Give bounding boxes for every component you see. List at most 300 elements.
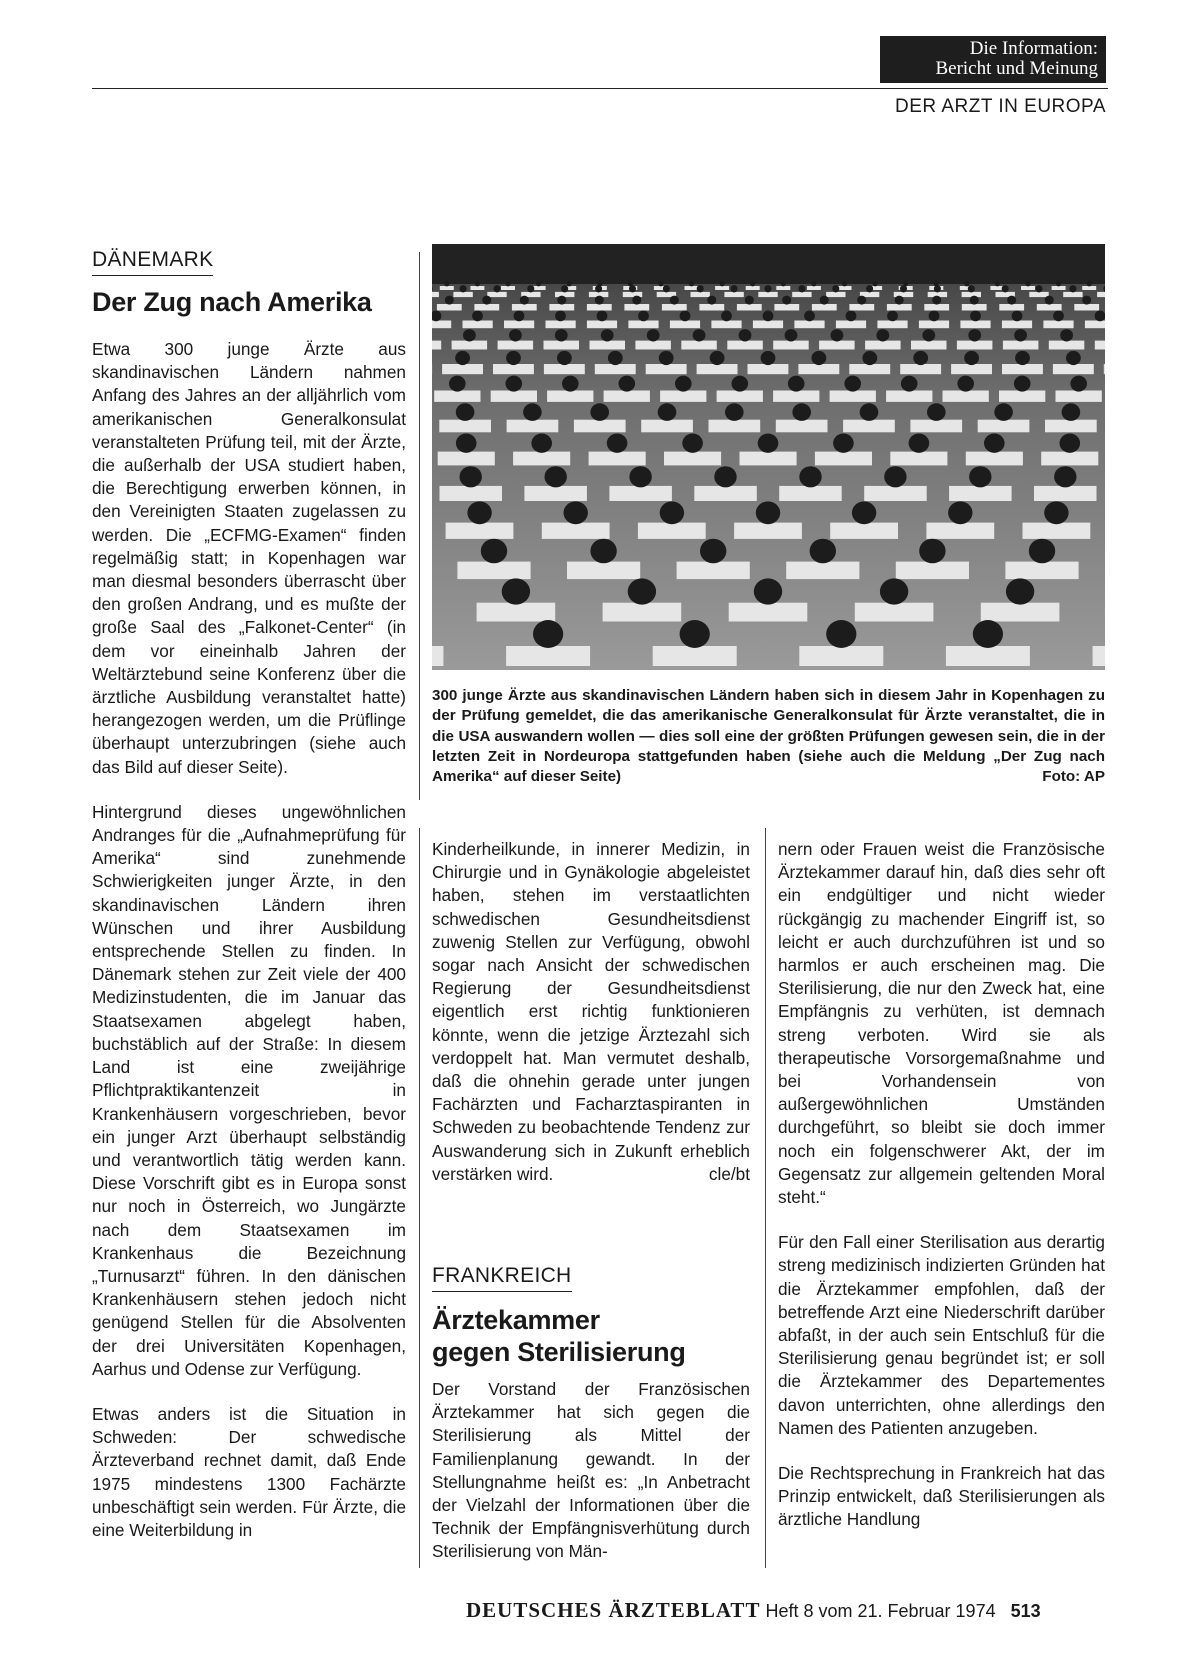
photo-credit: Foto: AP bbox=[1042, 768, 1105, 786]
student-shape bbox=[607, 434, 628, 453]
student-shape bbox=[909, 434, 930, 453]
student-shape bbox=[782, 296, 791, 305]
student-shape bbox=[545, 466, 567, 487]
student-shape bbox=[638, 311, 649, 322]
student-shape bbox=[700, 539, 726, 564]
student-shape bbox=[1082, 296, 1091, 305]
student-shape bbox=[750, 281, 755, 287]
article2-title bbox=[432, 1304, 752, 1368]
student-shape bbox=[509, 329, 522, 341]
student-shape bbox=[456, 403, 475, 421]
desk-shape bbox=[819, 341, 855, 350]
student-shape bbox=[1070, 376, 1087, 392]
desk-shape bbox=[546, 321, 576, 329]
desk-shape bbox=[635, 341, 671, 350]
student-shape bbox=[1053, 311, 1064, 322]
student-shape bbox=[969, 466, 991, 487]
desk-shape bbox=[943, 391, 989, 402]
desk-shape bbox=[653, 646, 737, 666]
student-shape bbox=[536, 281, 541, 287]
desk-shape bbox=[474, 304, 499, 311]
student-shape bbox=[970, 296, 979, 305]
student-shape bbox=[608, 351, 623, 365]
desk-shape bbox=[836, 321, 866, 329]
student-shape bbox=[445, 296, 454, 305]
student-shape bbox=[895, 296, 904, 305]
student-shape bbox=[1014, 329, 1027, 341]
article1-paragraph-2: Hintergrund dieses ungewöhnlichen Andranges für die „Aufnahmeprüfung für Amerika“ sind zunehmende Schwierigkeiten junger Ärzte, in den skandinavischen Ländern ihren Wünschen und ihrer Ausbildung entsprechende Stellen zu finden. In Dänemark stehen zur Zeit viele der 400 Medizinstudenten, die im Januar das Staatsexamen abgelegt haben, buchstäblich auf der Straße: In diesem Land ist eine zweijährige Pflichtpraktikantenzeit in Krankenhäusern vorgeschrieben, bevor ein junger Arzt überhaupt selbständig und verantwortlich tätig werden kann. Diese Vorschrift gibt es in Europa sonst nur noch in Österreich, wo Jungärzte nach dem Staatsexamen im Krankenhaus die Bezeichnung „Turnusarzt“ führen. In den dänischen Krankenhäusern stehen jedoch nicht genügend Stellen für die Absolventen der drei Universitäten Kopenhagen, Aarhus und Odense zur Verfügung. bbox=[92, 801, 406, 1379]
student-shape bbox=[968, 329, 981, 341]
student-shape bbox=[595, 296, 604, 305]
column-rule-2 bbox=[765, 828, 766, 1568]
desk-shape bbox=[589, 452, 646, 466]
badge-line-2: Bericht und Meinung bbox=[935, 58, 1098, 79]
student-shape bbox=[555, 311, 566, 322]
desk-shape bbox=[549, 304, 574, 311]
desk-shape bbox=[865, 341, 901, 350]
student-shape bbox=[533, 620, 563, 648]
desk-shape bbox=[438, 452, 495, 466]
article2-title-line-2: gegen Sterilisierung bbox=[432, 1337, 686, 1367]
student-shape bbox=[913, 351, 928, 365]
desk-shape bbox=[746, 286, 760, 290]
desk-shape bbox=[555, 292, 574, 297]
desk-shape bbox=[1053, 364, 1094, 374]
desk-shape bbox=[493, 364, 534, 374]
desk-shape bbox=[694, 486, 757, 501]
desk-shape bbox=[981, 603, 1060, 622]
student-shape bbox=[632, 296, 641, 305]
student-shape bbox=[523, 403, 542, 421]
student-shape bbox=[455, 351, 470, 365]
article2-column-3 bbox=[778, 838, 1105, 1532]
student-shape bbox=[555, 329, 568, 341]
desk-shape bbox=[1063, 292, 1082, 297]
student-shape bbox=[833, 434, 854, 453]
student-shape bbox=[973, 620, 1003, 648]
desk-shape bbox=[544, 364, 585, 374]
desk-shape bbox=[1097, 292, 1105, 297]
desk-shape bbox=[432, 321, 451, 329]
student-shape bbox=[1036, 285, 1043, 292]
desk-shape bbox=[926, 523, 994, 539]
student-shape bbox=[1095, 311, 1105, 322]
desk-shape bbox=[910, 420, 962, 433]
desk-shape bbox=[1002, 364, 1043, 374]
student-shape bbox=[663, 285, 670, 292]
student-shape bbox=[919, 539, 945, 564]
desk-shape bbox=[774, 304, 799, 311]
desk-shape bbox=[1104, 364, 1105, 374]
desk-shape bbox=[734, 523, 802, 539]
desk-shape bbox=[501, 286, 515, 290]
student-shape bbox=[472, 311, 483, 322]
desk-shape bbox=[949, 486, 1012, 501]
student-shape bbox=[707, 296, 716, 305]
desk-shape bbox=[798, 364, 839, 374]
desk-shape bbox=[628, 321, 658, 329]
desk-shape bbox=[711, 321, 741, 329]
student-shape bbox=[765, 285, 772, 292]
student-shape bbox=[1044, 501, 1068, 524]
student-shape bbox=[628, 578, 656, 604]
desk-shape bbox=[779, 486, 842, 501]
desk-shape bbox=[567, 562, 640, 580]
desk-shape bbox=[491, 391, 537, 402]
student-shape bbox=[820, 296, 829, 305]
header-rule bbox=[92, 88, 1108, 89]
student-shape bbox=[984, 434, 1005, 453]
student-shape bbox=[799, 466, 821, 487]
desk-shape bbox=[452, 341, 488, 350]
desk-shape bbox=[1074, 304, 1099, 311]
desk-shape bbox=[432, 292, 439, 297]
desk-shape bbox=[966, 452, 1023, 466]
desk-shape bbox=[697, 364, 738, 374]
article2-paragraph-1: Der Vorstand der Französischen Ärztekammer hat sich gegen die Sterilisierung als Mittel der Familienplanung gewandt. In der Stellungnahme heißt es: „In Anbetracht der Vielzahl der Informationen über die Technik der Empfängnisverhütung durch Sterilisierung von Män- bbox=[432, 1379, 750, 1562]
photo-caption bbox=[432, 686, 1105, 787]
desk-shape bbox=[890, 452, 947, 466]
student-shape bbox=[852, 501, 876, 524]
student-shape bbox=[460, 466, 482, 487]
footer-page-number: 513 bbox=[1010, 1601, 1041, 1621]
desk-shape bbox=[1056, 391, 1102, 402]
desk-shape bbox=[999, 304, 1024, 311]
student-shape bbox=[731, 285, 738, 292]
student-shape bbox=[964, 351, 979, 365]
student-shape bbox=[527, 285, 534, 292]
desk-shape bbox=[911, 341, 947, 350]
desk-shape bbox=[440, 486, 503, 501]
desk-shape bbox=[896, 562, 969, 580]
desk-shape bbox=[524, 486, 587, 501]
student-shape bbox=[629, 285, 636, 292]
student-shape bbox=[481, 539, 507, 564]
desk-shape bbox=[729, 603, 808, 622]
desk-shape bbox=[799, 646, 883, 666]
desk-shape bbox=[864, 486, 927, 501]
student-shape bbox=[721, 311, 732, 322]
student-shape bbox=[1029, 539, 1055, 564]
exam-hall-photo bbox=[432, 244, 1105, 670]
desk-shape bbox=[894, 292, 913, 297]
student-shape bbox=[739, 329, 752, 341]
desk-shape bbox=[699, 304, 724, 311]
article1-column-1 bbox=[92, 338, 406, 1542]
article2-paragraph-4: Die Rechtsprechung in Frankreich hat das Prinzip entwickelt, daß Sterilisierungen als ärztliche Handlung bbox=[778, 1463, 1105, 1530]
student-shape bbox=[832, 285, 839, 292]
student-shape bbox=[811, 281, 816, 287]
desk-shape bbox=[855, 603, 934, 622]
student-shape bbox=[1007, 296, 1016, 305]
desk-shape bbox=[487, 292, 506, 297]
desk-shape bbox=[807, 286, 821, 290]
desk-shape bbox=[440, 286, 454, 290]
desk-shape bbox=[830, 391, 876, 402]
desk-shape bbox=[609, 486, 672, 501]
student-shape bbox=[1026, 281, 1031, 287]
article1-signature: cle/bt bbox=[708, 1163, 750, 1184]
article2-section-label: FRANKREICH bbox=[432, 1264, 572, 1292]
student-shape bbox=[844, 376, 861, 392]
student-shape bbox=[929, 311, 940, 322]
desk-shape bbox=[542, 523, 610, 539]
student-shape bbox=[842, 281, 847, 287]
badge-line-1: Die Information: bbox=[969, 38, 1098, 59]
student-shape bbox=[880, 578, 908, 604]
student-shape bbox=[1054, 466, 1076, 487]
student-shape bbox=[460, 285, 467, 292]
student-shape bbox=[1045, 296, 1054, 305]
student-shape bbox=[1015, 351, 1030, 365]
student-shape bbox=[562, 376, 579, 392]
desk-shape bbox=[776, 286, 790, 290]
student-shape bbox=[658, 281, 663, 287]
desk-shape bbox=[709, 420, 761, 433]
desk-shape bbox=[513, 452, 570, 466]
desk-shape bbox=[446, 523, 514, 539]
desk-shape bbox=[1021, 286, 1035, 290]
student-shape bbox=[857, 296, 866, 305]
desk-shape bbox=[681, 341, 717, 350]
student-shape bbox=[531, 434, 552, 453]
desk-shape bbox=[826, 292, 845, 297]
desk-shape bbox=[437, 304, 462, 311]
desk-shape bbox=[1045, 420, 1097, 433]
student-shape bbox=[756, 501, 780, 524]
desk-shape bbox=[773, 391, 819, 402]
student-shape bbox=[1062, 403, 1081, 421]
desk-shape bbox=[664, 452, 721, 466]
student-shape bbox=[670, 296, 679, 305]
student-shape bbox=[647, 329, 660, 341]
desk-shape bbox=[815, 452, 872, 466]
desk-shape bbox=[962, 304, 987, 311]
desk-shape bbox=[641, 420, 693, 433]
student-shape bbox=[901, 376, 918, 392]
student-shape bbox=[873, 281, 878, 287]
article1-title: Der Zug nach Amerika bbox=[92, 287, 372, 317]
article2-column-2 bbox=[432, 1378, 750, 1564]
student-shape bbox=[597, 311, 608, 322]
desk-shape bbox=[1023, 523, 1091, 539]
desk-shape bbox=[574, 420, 626, 433]
student-shape bbox=[1069, 285, 1076, 292]
desk-shape bbox=[727, 341, 763, 350]
student-shape bbox=[754, 578, 782, 604]
desk-shape bbox=[439, 420, 491, 433]
student-shape bbox=[876, 329, 889, 341]
desk-shape bbox=[1037, 304, 1062, 311]
desk-shape bbox=[1005, 562, 1078, 580]
student-shape bbox=[506, 376, 523, 392]
student-shape bbox=[732, 376, 749, 392]
desk-shape bbox=[887, 304, 912, 311]
desk-shape bbox=[504, 321, 534, 329]
desk-shape bbox=[432, 646, 443, 666]
desk-shape bbox=[786, 562, 859, 580]
desk-shape bbox=[623, 292, 642, 297]
desk-shape bbox=[595, 364, 636, 374]
student-shape bbox=[826, 620, 856, 648]
desk-shape bbox=[660, 391, 706, 402]
desk-shape bbox=[999, 391, 1045, 402]
student-shape bbox=[482, 296, 491, 305]
desk-shape bbox=[748, 364, 789, 374]
student-shape bbox=[812, 351, 827, 365]
desk-shape bbox=[1052, 286, 1066, 290]
article1-continuation bbox=[432, 838, 750, 1186]
student-shape bbox=[444, 281, 449, 287]
student-shape bbox=[689, 281, 694, 287]
footer-publication: DEUTSCHES ÄRZTEBLATT bbox=[466, 1598, 761, 1622]
student-shape bbox=[785, 329, 798, 341]
desk-shape bbox=[877, 321, 907, 329]
student-shape bbox=[682, 434, 703, 453]
article1-column-2 bbox=[432, 838, 750, 1186]
student-shape bbox=[922, 329, 935, 341]
desk-shape bbox=[740, 452, 797, 466]
desk-shape bbox=[849, 304, 874, 311]
student-shape bbox=[1087, 281, 1092, 287]
student-shape bbox=[680, 311, 691, 322]
desk-shape bbox=[1043, 321, 1073, 329]
desk-shape bbox=[978, 420, 1030, 433]
desk-shape bbox=[507, 420, 559, 433]
desk-shape bbox=[886, 391, 932, 402]
desk-shape bbox=[960, 321, 990, 329]
student-shape bbox=[506, 281, 511, 287]
student-shape bbox=[1060, 329, 1073, 341]
desk-shape bbox=[1082, 286, 1096, 290]
student-shape bbox=[680, 620, 710, 648]
desk-shape bbox=[1029, 292, 1048, 297]
desk-shape bbox=[434, 391, 480, 402]
student-shape bbox=[927, 403, 946, 421]
desk-shape bbox=[587, 304, 612, 311]
student-shape bbox=[970, 311, 981, 322]
student-shape bbox=[467, 501, 491, 524]
desk-shape bbox=[951, 364, 992, 374]
desk-shape bbox=[946, 646, 1030, 666]
column-rule-1b bbox=[419, 828, 420, 1568]
desk-shape bbox=[498, 341, 533, 350]
desk-shape bbox=[924, 304, 949, 311]
desk-shape bbox=[1002, 321, 1032, 329]
photo-caption-text: 300 junge Ärzte aus skandinavischen Ländern haben sich in diesem Jahr in Kopenhagen zu der Prüfung gemeldet, die das amerikanische Generalkonsulat für Ärzte veranstaltet, die in die USA auswandern wollen — dies soll eine der größten Prüfungen gewesen sein, die in der letzten Zeit in Nordeuropa stattgefunden haben (siehe auch die Meldung „Der Zug nach Amerika“ auf dieser Seite) bbox=[432, 687, 1105, 786]
student-shape bbox=[514, 311, 525, 322]
student-shape bbox=[595, 285, 602, 292]
student-shape bbox=[502, 578, 530, 604]
desk-shape bbox=[547, 391, 593, 402]
article1-continuation-text: Kinderheilkunde, in innerer Medizin, in Chirurgie und in Gynäkologie abgeleistet haben, stehen im verstaatlichten schwedischen Gesundheitsdienst zuwenig Stellen zur Verfügung, obwohl sogar nach Ansicht der schwedischen Regierung der Gesundheitsdienst eigentlich erst richtig funktionieren könnte, wenn die jetzige Ärztezahl sich verdoppelt hat. Man vermutet deshalb, daß die ohnehin gerade unter jungen Fachärzten und Facharztaspiranten in Schweden zu beobachtende Tendenz zur Auswanderung sich in Zukunft erheblich verstärken wird. bbox=[432, 839, 750, 1184]
desk-shape bbox=[724, 292, 743, 297]
desk-shape bbox=[677, 562, 750, 580]
student-shape bbox=[968, 285, 975, 292]
student-shape bbox=[934, 285, 941, 292]
student-shape bbox=[866, 285, 873, 292]
desk-shape bbox=[1095, 341, 1105, 350]
desk-shape bbox=[737, 304, 762, 311]
desk-shape bbox=[685, 286, 699, 290]
desk-shape bbox=[753, 321, 783, 329]
student-shape bbox=[697, 285, 704, 292]
student-shape bbox=[862, 351, 877, 365]
student-shape bbox=[887, 311, 898, 322]
desk-shape bbox=[646, 364, 687, 374]
header-section-label: DER ARZT IN EUROPA bbox=[895, 96, 1106, 117]
student-shape bbox=[720, 281, 725, 287]
desk-shape bbox=[758, 292, 777, 297]
student-shape bbox=[1060, 434, 1081, 453]
student-shape bbox=[804, 311, 815, 322]
student-shape bbox=[590, 403, 609, 421]
desk-shape bbox=[1041, 452, 1098, 466]
article1-section-label: DÄNEMARK bbox=[92, 248, 213, 276]
desk-shape bbox=[962, 292, 981, 297]
student-shape bbox=[456, 434, 477, 453]
student-shape bbox=[1056, 281, 1061, 287]
student-shape bbox=[601, 329, 614, 341]
desk-shape bbox=[1034, 486, 1097, 501]
student-shape bbox=[1006, 578, 1034, 604]
desk-shape bbox=[715, 286, 729, 290]
desk-shape bbox=[773, 341, 809, 350]
page-footer bbox=[466, 1598, 1041, 1623]
student-shape bbox=[619, 376, 636, 392]
desk-shape bbox=[506, 646, 590, 666]
article1-paragraph-1: Etwa 300 junge Ärzte aus skandinavischen Ländern nahmen Anfang des Jahres an der alljährlich vom amerikanischen Generalkonsulat veranstalteten Prüfung teil, mit der Ärzte, die außerhalb der USA studiert haben, die Berechtigung erwerben können, in den Vereinigten Staaten zugelassen zu werden. Die „ECFMG-Examen“ finden regelmäßig statt; in Kopenhagen war man diesmal besonders überrascht über den großen Andrang, und es mußte der große Saal des „Falkonet-Center“ (in dem vor eineinhalb Jahren der Weltärztebund seine Konferenz über die ärztliche Ausbildung veranstaltet hatte) herangezogen werden, um die Prüflinge überhaupt unterzubringen (siehe auch das Bild auf dieser Seite). bbox=[92, 339, 406, 777]
student-shape bbox=[675, 376, 692, 392]
student-shape bbox=[884, 466, 906, 487]
student-shape bbox=[660, 501, 684, 524]
desk-shape bbox=[717, 391, 763, 402]
student-shape bbox=[557, 296, 566, 305]
desk-shape bbox=[1093, 646, 1105, 666]
article1-section bbox=[92, 248, 213, 276]
student-shape bbox=[758, 434, 779, 453]
student-shape bbox=[567, 281, 572, 287]
student-shape bbox=[561, 285, 568, 292]
desk-shape bbox=[463, 321, 493, 329]
desk-shape bbox=[442, 364, 483, 374]
student-shape bbox=[590, 539, 616, 564]
desk-shape bbox=[477, 603, 556, 622]
article1-paragraph-3: Etwas anders ist die Situation in Schweden: Der schwedische Ärzteverband rechnet damit, daß Ende 1975 mindestens 1300 Fachärzte unbeschäftigt sein werden. Für Ärzte, die eine Weiterbildung in bbox=[92, 1403, 406, 1540]
section-badge bbox=[880, 36, 1106, 83]
desk-shape bbox=[544, 341, 580, 350]
article2-paragraph-2: nern oder Frauen weist die Französische Ärztekammer darauf hin, daß dies sehr oft ein endgültiger und nicht wieder rückgängig zu machender Eingriff ist, so leicht er auch durchzuführen ist und so harmlos er auch erscheinen mag. Die Sterilisierung, die nur den Zweck hat, eine Empfängnis zu verhüten, ist demnach streng verboten. Wird sie als therapeutische Vorsorgemaßnahme und bei Vorhandensein von außergewöhnlichen Umständen durchgeführt, so bleibt sie doch immer noch ein folgenschwerer Akt, der im Gegensatz zur allgemein geltenden Moral steht.“ bbox=[778, 839, 1105, 1208]
desk-shape bbox=[670, 321, 700, 329]
desk-shape bbox=[691, 292, 710, 297]
desk-shape bbox=[587, 321, 617, 329]
desk-shape bbox=[1003, 341, 1039, 350]
desk-shape bbox=[794, 321, 824, 329]
desk-shape bbox=[830, 523, 898, 539]
desk-shape bbox=[812, 304, 837, 311]
student-shape bbox=[564, 501, 588, 524]
student-shape bbox=[900, 285, 907, 292]
desk-shape bbox=[900, 364, 941, 374]
desk-shape bbox=[662, 304, 687, 311]
student-shape bbox=[995, 281, 1000, 287]
desk-shape bbox=[792, 292, 811, 297]
desk-shape bbox=[457, 562, 530, 580]
desk-shape bbox=[512, 304, 537, 311]
student-shape bbox=[810, 539, 836, 564]
desk-shape bbox=[843, 420, 895, 433]
student-shape bbox=[714, 466, 736, 487]
